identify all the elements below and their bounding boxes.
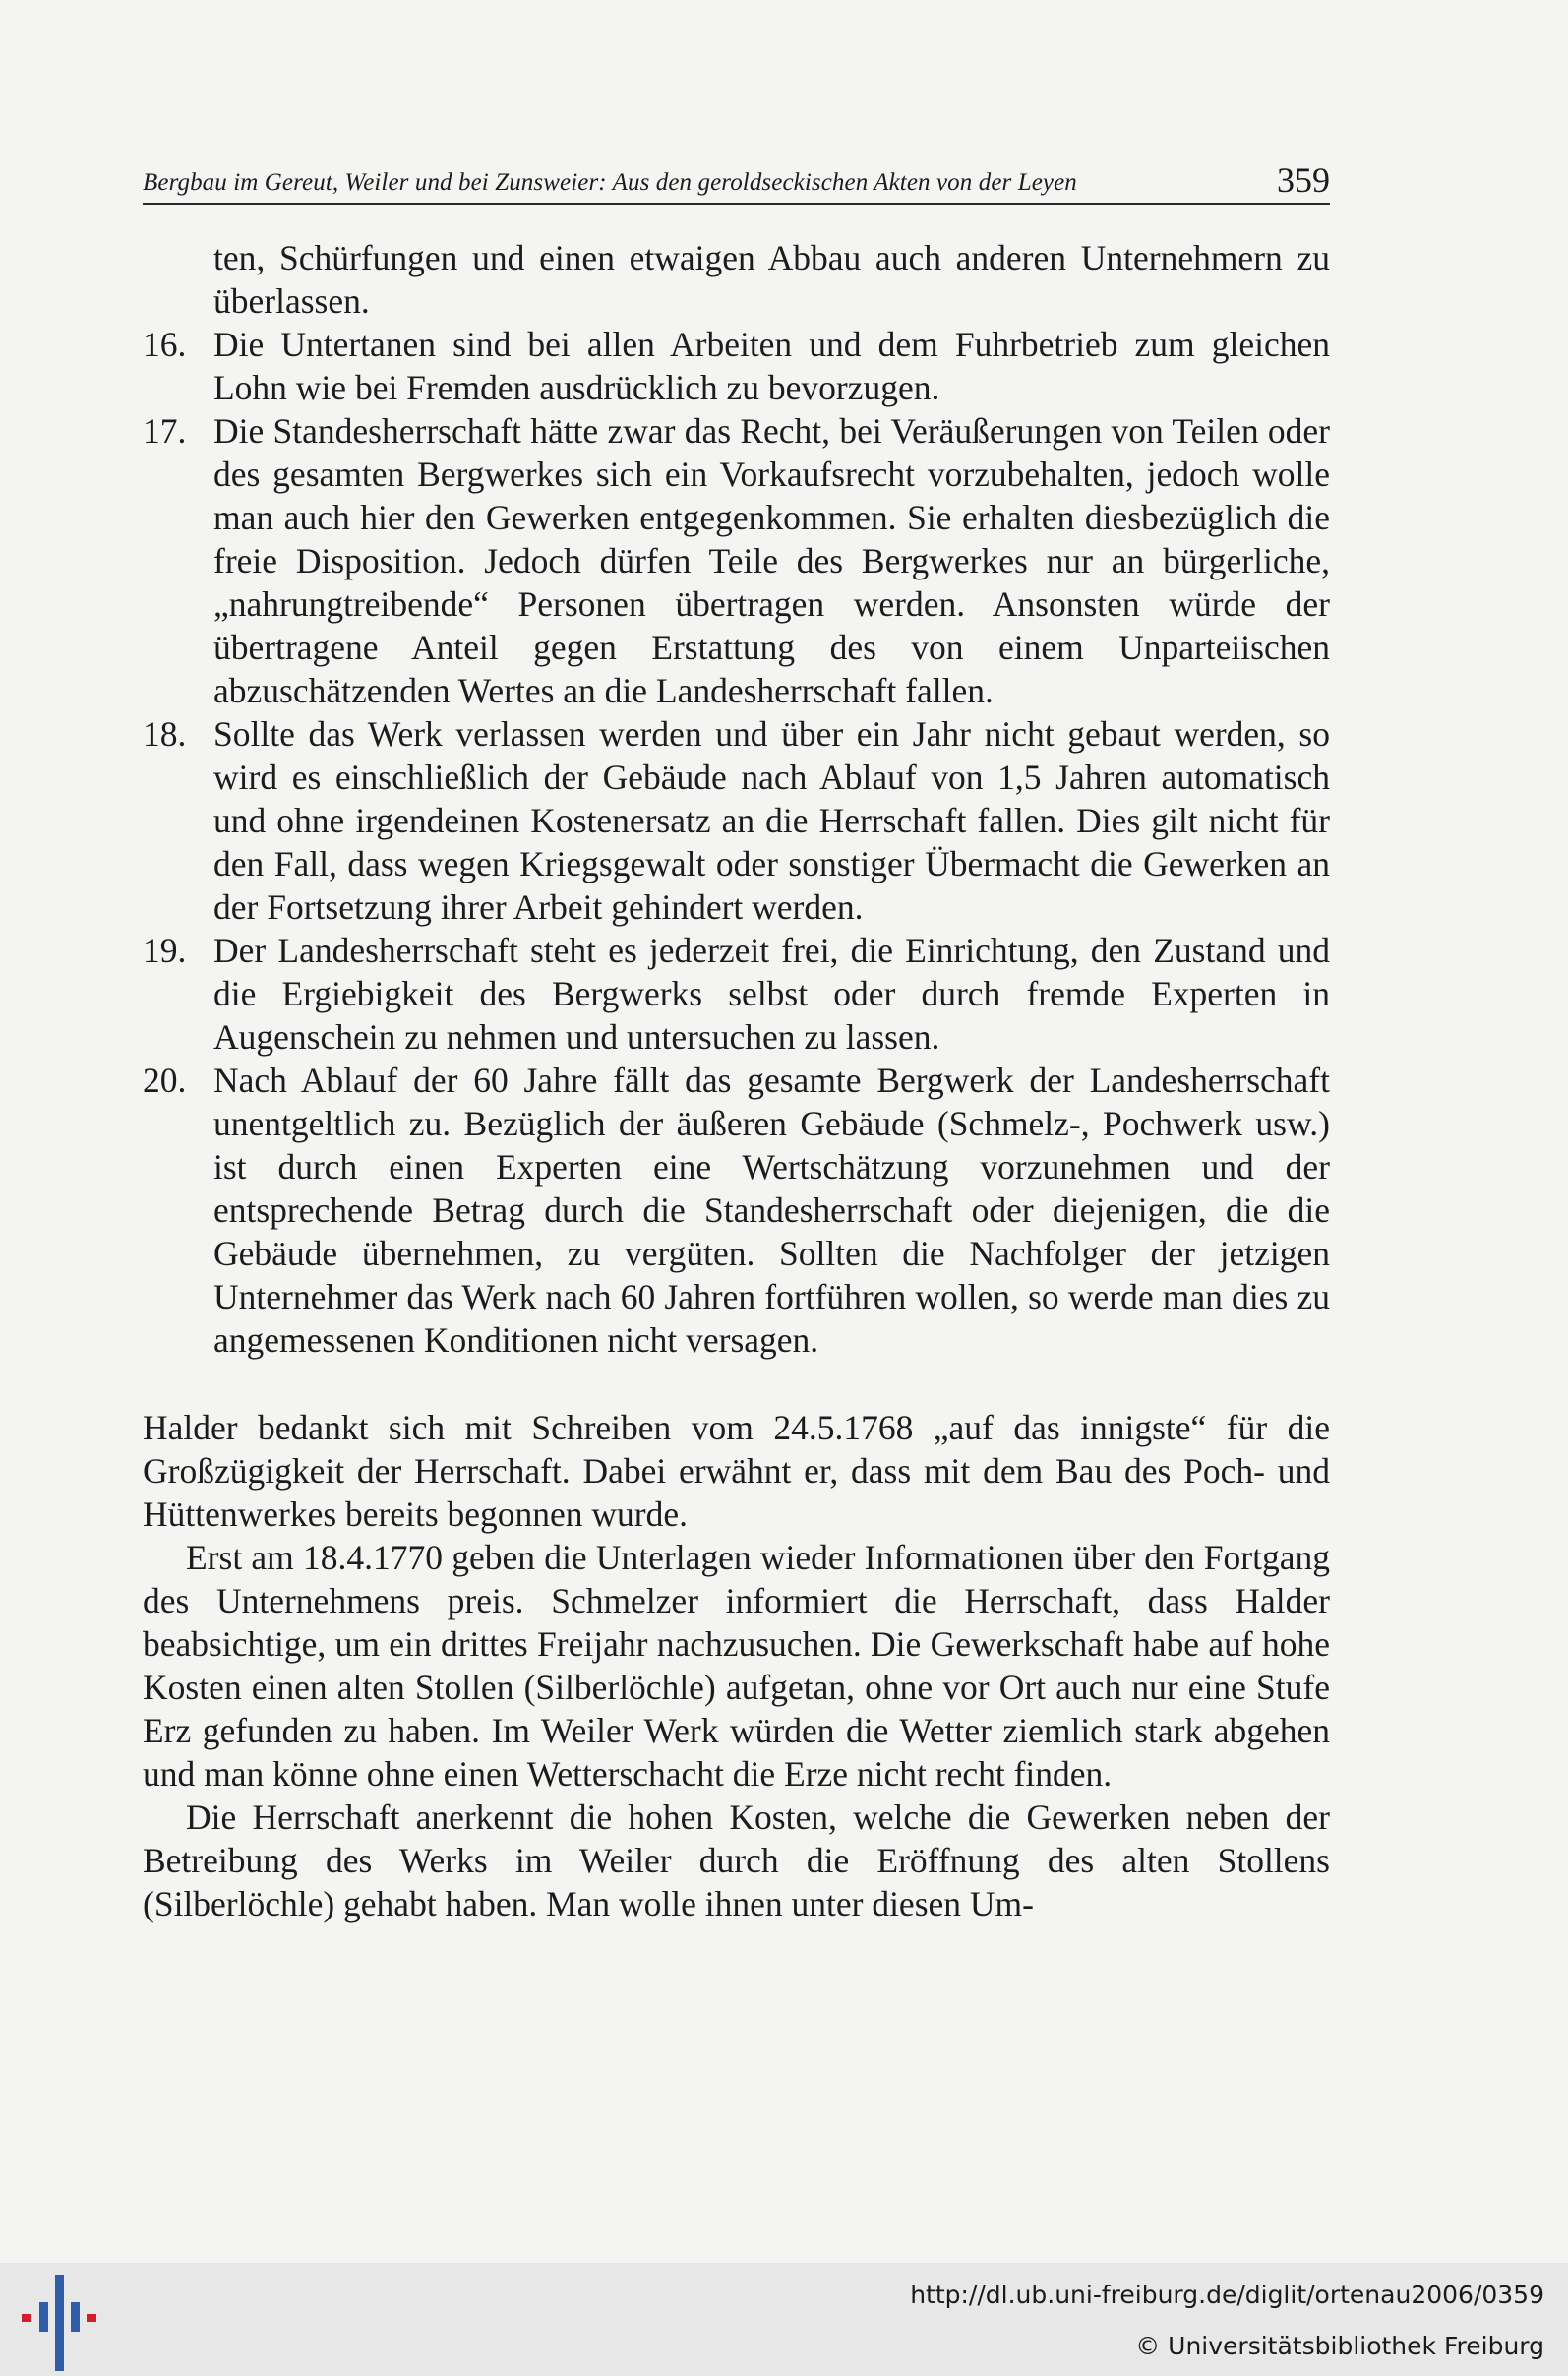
list-item-text: Der Landesherrschaft steht es jederzeit frei, die Einrichtung, den Zustand und die Ergiebigkeit des Bergwerks selbst oder durch fremde Experten in Augenschein zu nehmen und untersuchen zu lassen. (213, 931, 1330, 1057)
permalink-link[interactable]: http://dl.ub.uni-freiburg.de/diglit/ortenau2006/0359 (910, 2281, 1544, 2309)
body-paragraph: Halder bedankt sich mit Schreiben vom 24.5.1768 „auf das innigste“ für die Großzügigkeit der Herrschaft. Dabei erwähnt er, dass mit dem Bau des Poch- und Hüttenwerkes bereits begonnen wurde. (143, 1408, 1330, 1534)
list-item (143, 712, 1330, 929)
list-item-number: 19. (143, 931, 187, 970)
running-header (143, 155, 1330, 205)
main-text (143, 236, 1330, 1925)
library-footer (0, 2263, 1568, 2376)
copyright-notice: © Universitätsbibliothek Freiburg (1135, 2332, 1544, 2360)
ub-freiburg-logo-icon (22, 2275, 102, 2371)
list-item-text: Sollte das Werk verlassen werden und über ein Jahr nicht gebaut werden, so wird es einschließlich der Gebäude nach Ablauf von 1,5 Jahren automatisch und ohne irgendeinen Kostenersatz an die Herrschaft fallen. Dies gilt nicht für den Fall, dass wegen Kriegsgewalt oder sonstiger Übermacht die Gewerken an der Fortsetzung ihrer Arbeit gehindert werden. (213, 714, 1330, 927)
list-item (143, 409, 1330, 712)
list-item (143, 323, 1330, 409)
body-paragraph: Erst am 18.4.1770 geben die Unterlagen wieder Informationen über den Fortgang des Unternehmens preis. Schmelzer informiert die Herrschaft, dass Halder beabsichtige, um ein drittes Freijahr nachzusuchen. Die Gewerkschaft habe auf hohe Kosten einen alten Stollen (Silberlöchle) aufgetan, ohne vor Ort auch nur eine Stufe Erz gefunden zu haben. Im Weiler Werk würden die Wetter ziemlich stark abgehen und man könne ohne einen Wetterschacht die Erze nicht recht finden. (143, 1538, 1330, 1794)
page-number: 359 (1277, 160, 1330, 200)
list-item-text: Die Untertanen sind bei allen Arbeiten und dem Fuhrbetrieb zum gleichen Lohn wie bei Fremden ausdrücklich zu bevorzugen. (213, 325, 1330, 407)
list-item-number: 17. (143, 411, 187, 451)
list-item-text: Die Standesherrschaft hätte zwar das Recht, bei Veräußerungen von Teilen oder des gesamten Bergwerkes sich ein Vorkaufsrecht vorzubehalten, jedoch wolle man auch hier den Gewerken entgegenkommen. Sie erhalten diesbezüglich die freie Disposition. Jedoch dürfen Teile des Bergwerkes nur an bürgerliche, „nahrungtreibende“ Personen übertragen werden. Ansonsten würde der übertragene Anteil gegen Erstattung des von einem Unparteiischen abzuschätzenden Wertes an die Landesherrschaft fallen. (213, 411, 1330, 710)
running-title: Bergbau im Gereut, Weiler und bei Zunsweier: Aus den geroldseckischen Akten von der Leyen (143, 169, 1077, 196)
list-item-number: 20. (143, 1061, 187, 1100)
list-item (143, 929, 1330, 1059)
list-item (143, 1059, 1330, 1362)
list-item-number: 16. (143, 325, 187, 364)
list-item-continuation: ten, Schürfungen und einen etwaigen Abbau auch anderen Unternehmern zu überlassen. (213, 238, 1330, 321)
body-paragraph: Die Herrschaft anerkennt die hohen Kosten, welche die Gewerken neben der Betreibung des Werks im Weiler durch die Eröffnung des alten Stollens (Silberlöchle) gehabt haben. Man wolle ihnen unter diesen Um- (143, 1797, 1330, 1923)
list-item-number: 18. (143, 714, 187, 754)
list-item-text: Nach Ablauf der 60 Jahre fällt das gesamte Bergwerk der Landesherrschaft unentgeltlich zu. Bezüglich der äußeren Gebäude (Schmelz-, Pochwerk usw.) ist durch einen Experten eine Wertschätzung vorzunehmen und der entsprechende Betrag durch die Standesherrschaft oder diejenigen, die die Gebäude übernehmen, zu vergüten. Sollten die Nachfolger der jetzigen Unternehmer das Werk nach 60 Jahren fortführen wollen, so werde man dies zu angemessenen Konditionen nicht versagen. (213, 1061, 1330, 1360)
